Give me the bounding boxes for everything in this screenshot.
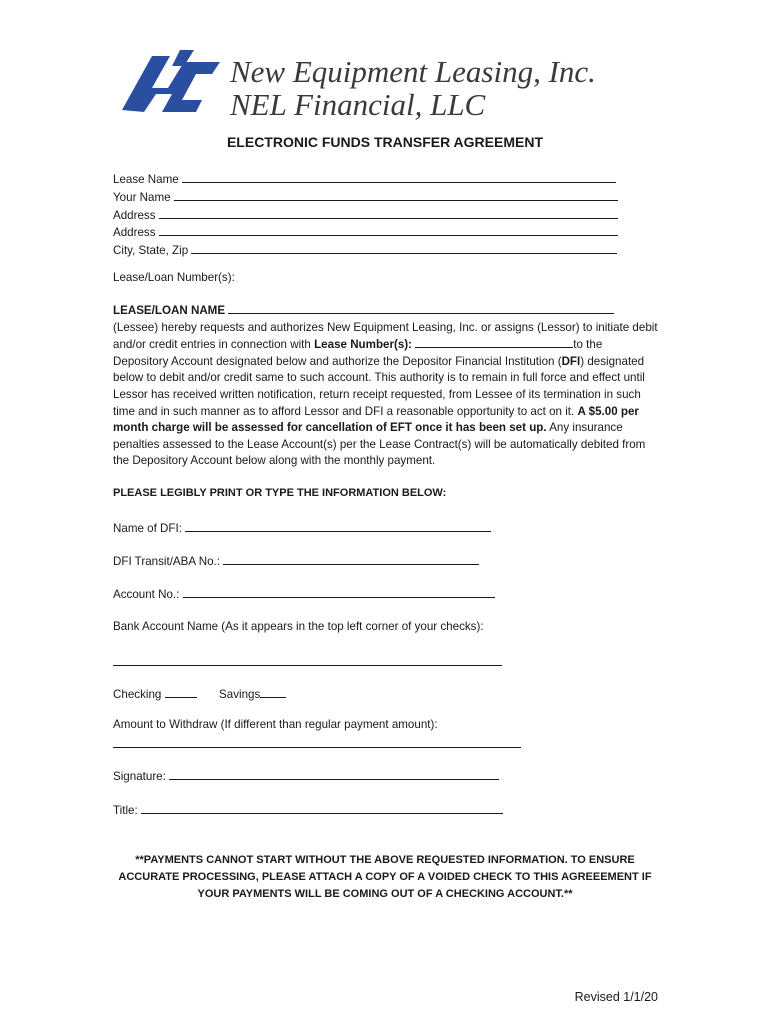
your-name-row [113, 189, 618, 207]
dfi-name-row [113, 520, 491, 535]
checking-label: Checking [113, 688, 162, 701]
lease-name-label: Lease Name [113, 173, 179, 186]
account-field[interactable] [183, 586, 495, 598]
savings-field[interactable] [260, 686, 286, 698]
lease-loan-numbers-label: Lease/Loan Number(s): [113, 271, 235, 284]
signature-field[interactable] [169, 768, 499, 780]
payment-warning-line2: ACCURATE PROCESSING, PLEASE ATTACH A COPY OF A VOIDED CHECK TO THIS AGREEEMENT IF [118, 871, 652, 883]
nel-logo-icon [122, 48, 220, 116]
address2-field[interactable] [159, 224, 618, 236]
address1-row [113, 207, 618, 225]
revision-date: Revised 1/1/20 [574, 990, 658, 1004]
city-state-zip-label: City, State, Zip [113, 244, 189, 258]
account-type-row [113, 686, 286, 701]
dfi-abbrev: DFI [561, 354, 581, 368]
dfi-name-field[interactable] [185, 520, 491, 532]
amount-row [113, 736, 521, 751]
city-state-zip-row [113, 242, 618, 260]
your-name-field[interactable] [174, 189, 618, 201]
amount-field[interactable] [113, 736, 521, 748]
transit-label: DFI Transit/ABA No.: [113, 555, 220, 568]
account-label: Account No.: [113, 588, 180, 601]
document-title: ELECTRONIC FUNDS TRANSFER AGREEMENT [226, 134, 544, 150]
checking-field[interactable] [165, 686, 197, 698]
agreement-text-1: hereby requests and authorizes New Equipment Leasing, Inc. or assigns (Lessor) to initiate debit and/or credit entries in connection with [113, 320, 658, 352]
lease-name-field[interactable] [182, 171, 616, 183]
agreement-text-2: to the Depository Account designated below and authorize the Depositor Financial Institution ( [113, 338, 603, 368]
address1-label: Address [113, 208, 156, 222]
lessee-info-fields [113, 171, 618, 260]
amount-label: Amount to Withdraw (If different than regular payment amount): [113, 718, 438, 731]
savings-label: Savings [219, 688, 261, 701]
title-row [113, 802, 503, 817]
transit-field[interactable] [223, 553, 479, 565]
print-instructions: PLEASE LEGIBLY PRINT OR TYPE THE INFORMATION BELOW: [113, 487, 447, 499]
account-name-field[interactable] [113, 654, 502, 666]
city-state-zip-field[interactable] [191, 242, 617, 254]
payment-warning-line1: **PAYMENTS CANNOT START WITHOUT THE ABOVE REQUESTED INFORMATION. TO ENSURE [135, 854, 635, 866]
agreement-paragraph [113, 302, 658, 470]
lessee-label: (Lessee) [113, 320, 159, 334]
payment-warning [0, 852, 770, 903]
lease-loan-name-label: LEASE/LOAN NAME [113, 304, 226, 317]
title-label: Title: [113, 804, 138, 817]
address2-row [113, 224, 618, 242]
title-field[interactable] [141, 802, 503, 814]
address1-field[interactable] [159, 207, 618, 219]
account-name-row [113, 654, 502, 669]
company-subsidiary: NEL Financial, LLC [230, 87, 486, 122]
agreement-text-3: ) designated below to debit and/or credit same to such account. This authority is to remain in full force and effect until Lessor has received written notification, return receipt requested, from Lessee of its termination in such time and in such manner as to afford Lessor and DFI a reasonable opportunity to act on it. [113, 354, 645, 418]
signature-label: Signature: [113, 770, 166, 783]
signature-row [113, 768, 499, 783]
dfi-name-label: Name of DFI: [113, 522, 182, 535]
address2-label: Address [113, 226, 156, 240]
agreement-text-4: Any insurance penalties assessed to the Lease Account(s) per the Lease Contract(s) will be automatically debited from the Depository Account below along with the monthly payment. [113, 421, 646, 468]
transit-row [113, 553, 479, 568]
payment-warning-line3: YOUR PAYMENTS WILL BE COMING OUT OF A CHECKING ACCOUNT.** [197, 888, 573, 900]
lease-name-row [113, 171, 618, 189]
lease-numbers-label: Lease Number(s): [314, 338, 413, 352]
account-name-label: Bank Account Name (As it appears in the top left corner of your checks): [113, 620, 484, 633]
your-name-label: Your Name [113, 190, 171, 204]
company-name: New Equipment Leasing, Inc. [230, 54, 596, 89]
cancellation-charge-note: A $5.00 per month charge will be assessed for cancellation of EFT once it has been set up. [113, 404, 639, 435]
lease-loan-name-field[interactable] [228, 302, 614, 314]
lease-numbers-field[interactable] [415, 336, 573, 348]
account-row [113, 586, 495, 601]
